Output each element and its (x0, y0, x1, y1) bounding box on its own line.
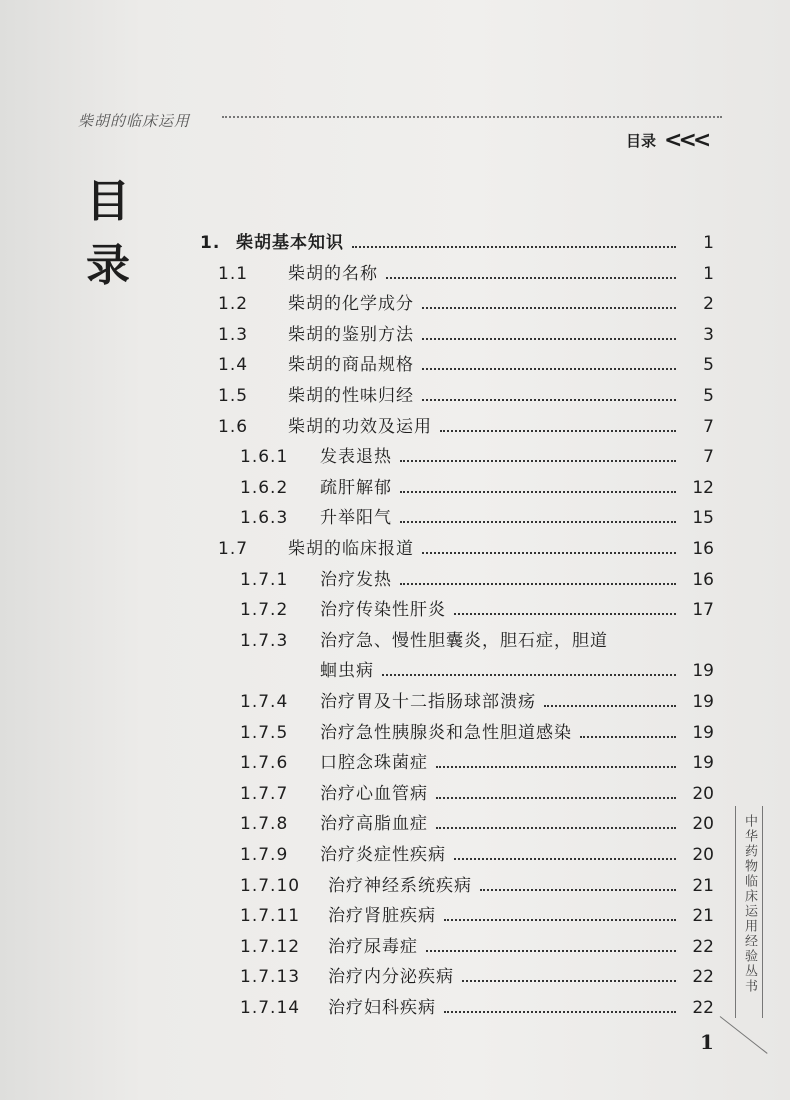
toc-leader-dots (386, 276, 676, 279)
toc-entry-number: 1.7.3 (240, 630, 289, 651)
toc-entry-title: 治疗急、慢性胆囊炎，胆石症，胆道 (320, 630, 608, 651)
toc-entry-number: 1.1 (218, 263, 249, 284)
toc-entry-page: 5 (703, 386, 714, 406)
toc-entry (218, 381, 714, 411)
toc-entry (240, 809, 714, 839)
toc-entry-page: 19 (692, 692, 714, 712)
toc-entry-title: 柴胡的功效及运用 (288, 416, 432, 437)
toc-entry-page: 21 (692, 875, 714, 896)
toc-leader-dots (400, 520, 676, 523)
toc-entry-page: 16 (692, 539, 714, 559)
toc-entry-page: 2 (703, 294, 714, 315)
toc-leader-dots (436, 796, 676, 799)
toc-entry-number: 1.6.3 (240, 508, 289, 529)
big-title (78, 170, 138, 298)
toc-entry-number: 1.7.2 (240, 600, 289, 621)
toc-leader-dots (426, 949, 676, 952)
toc-entry-page: 21 (692, 906, 714, 927)
toc-leader-dots (400, 582, 676, 585)
toc-leader-dots (400, 459, 676, 462)
toc-entry (218, 289, 714, 319)
toc-leader-dots (422, 337, 676, 340)
toc-leader-dots (436, 765, 676, 768)
toc-entry-title: 治疗胃及十二指肠球部溃疡 (320, 692, 536, 712)
toc-leader-dots (462, 979, 676, 982)
toc-entry-title: 柴胡的临床报道 (288, 539, 414, 559)
toc-entry-number: 1.7.10 (240, 875, 301, 896)
toc-entry-page: 17 (692, 600, 714, 621)
toc-entry (218, 412, 714, 442)
toc-entry (240, 871, 714, 901)
toc-leader-dots (444, 918, 676, 921)
toc-entry (240, 993, 714, 1023)
toc-entry-number: 1.3 (218, 324, 249, 345)
toc-entry-number: 1.7.13 (240, 967, 301, 988)
toc-entry-number: 1.7.6 (240, 753, 289, 774)
series-name: 中华药物临床运用经验丛书 (742, 814, 757, 994)
toc-entry-number: 1.7.12 (240, 936, 301, 957)
toc-entry-number: 1.4 (218, 355, 249, 376)
page-number: 1 (700, 1030, 714, 1054)
toc-entry (240, 473, 714, 503)
toc-entry-title: 治疗发热 (320, 569, 392, 590)
toc-entry-title: 柴胡的名称 (288, 263, 378, 284)
header-rule (222, 116, 722, 118)
toc-entry (240, 901, 714, 931)
toc-leader-dots (440, 429, 676, 432)
toc-entry-title: 治疗急性胰腺炎和急性胆道感染 (320, 722, 572, 743)
toc-entry-page: 19 (692, 722, 714, 743)
toc-leader-dots (444, 1010, 676, 1013)
toc-entry-page: 20 (692, 783, 714, 804)
toc-entry (240, 565, 714, 595)
big-title-char: 目 (86, 176, 130, 227)
toc-entry-title: 治疗高脂血症 (320, 814, 428, 835)
toc-entry-title: 治疗神经系统疾病 (328, 875, 472, 896)
toc-entry-number: 1.6.1 (240, 447, 289, 468)
toc-entry (218, 350, 714, 380)
toc-entry (218, 259, 714, 289)
toc-entry-page: 22 (692, 967, 714, 988)
toc-entry (240, 687, 714, 717)
toc-leader-dots (544, 704, 676, 707)
toc-entry (240, 718, 714, 748)
toc-entry-page: 19 (692, 753, 714, 774)
toc-entry (240, 840, 714, 870)
toc-entry-page: 19 (692, 661, 714, 682)
toc-entry-page: 20 (692, 814, 714, 835)
toc-entry (240, 779, 714, 809)
toc-entry-number: 1.7.14 (240, 998, 301, 1018)
toc-entry-title: 口腔念珠菌症 (320, 753, 428, 774)
toc-entry (240, 626, 714, 656)
toc-entry (240, 656, 714, 686)
toc-entry (240, 962, 714, 992)
toc-entry (240, 748, 714, 778)
toc-leader-dots (422, 306, 676, 309)
toc-entry-number: 1.7.9 (240, 845, 289, 865)
toc-entry-page: 20 (692, 845, 714, 865)
toc-entry-number: 1.7.1 (240, 569, 289, 590)
toc-leader-dots (454, 612, 676, 615)
toc-entry-page: 22 (692, 936, 714, 957)
series-side-band (735, 806, 763, 1018)
toc-entry-number: 1.7 (218, 539, 249, 559)
toc-entry (240, 442, 714, 472)
toc-entry-page: 1 (703, 233, 714, 253)
toc-entry-page: 7 (703, 447, 714, 468)
toc-leader-dots (382, 673, 676, 676)
toc-entry-page: 1 (703, 263, 714, 284)
toc-entry (218, 534, 714, 564)
toc-entry (240, 503, 714, 533)
toc-leader-dots (580, 735, 676, 738)
toc-entry-title: 升举阳气 (320, 508, 392, 529)
section-tag (626, 128, 707, 153)
toc-entry-page: 15 (692, 508, 714, 529)
toc-entry-page: 3 (703, 324, 714, 345)
toc-entry-number: 1.5 (218, 386, 249, 406)
toc-leader-dots (422, 367, 676, 370)
toc-entry-page: 12 (692, 477, 714, 498)
toc-entry-page: 5 (703, 355, 714, 376)
toc-entry-number: 1.7.4 (240, 692, 289, 712)
toc-leader-dots (352, 245, 676, 248)
toc-entry-title: 柴胡基本知识 (236, 233, 344, 253)
toc-entry-title: 柴胡的鉴别方法 (288, 324, 414, 345)
toc-entry (200, 228, 714, 258)
toc-entry-page: 7 (703, 416, 714, 437)
section-tag-label: 目录 (626, 132, 657, 150)
triple-chevron-left-icon: <<< (664, 128, 708, 153)
toc-entry-page: 16 (692, 569, 714, 590)
toc-leader-dots (422, 398, 676, 401)
toc-entry-number: 1.6 (218, 416, 249, 437)
toc-entry-number: 1.7.7 (240, 783, 289, 804)
toc-entry-number: 1.2 (218, 294, 249, 315)
toc-entry-title: 治疗传染性肝炎 (320, 600, 446, 621)
toc-entry-title: 治疗肾脏疾病 (328, 906, 436, 927)
big-title-char: 录 (86, 240, 130, 291)
toc-entry-number: 1. (200, 233, 221, 253)
toc-entry (240, 932, 714, 962)
toc-entry-number: 1.7.11 (240, 906, 301, 927)
toc-entry-title: 治疗炎症性疾病 (320, 845, 446, 865)
toc-entry (218, 320, 714, 350)
toc-entry-title: 柴胡的化学成分 (288, 294, 414, 315)
toc-entry-number: 1.7.5 (240, 722, 289, 743)
toc-entry-title: 柴胡的性味归经 (288, 386, 414, 406)
toc-leader-dots (436, 826, 676, 829)
toc-entry-title: 柴胡的商品规格 (288, 355, 414, 376)
toc-entry-title: 蛔虫病 (320, 661, 374, 682)
toc-entry-title: 治疗心血管病 (320, 783, 428, 804)
toc-entry-title: 疏肝解郁 (320, 477, 392, 498)
toc-entry-number: 1.7.8 (240, 814, 289, 835)
toc-leader-dots (422, 551, 676, 554)
toc-entry-page: 22 (692, 998, 714, 1018)
toc-entry-title: 发表退热 (320, 447, 392, 468)
toc-leader-dots (454, 857, 676, 860)
corner-decoration (720, 1016, 768, 1054)
toc-entry-title: 治疗妇科疾病 (328, 998, 436, 1018)
toc-entry-number: 1.6.2 (240, 477, 289, 498)
toc-leader-dots (400, 490, 676, 493)
toc-entry-title: 治疗内分泌疾病 (328, 967, 454, 988)
toc-entry-title: 治疗尿毒症 (328, 936, 418, 957)
toc-entry (240, 595, 714, 625)
running-header: 柴胡的临床运用 (78, 112, 191, 130)
toc-leader-dots (480, 888, 676, 891)
